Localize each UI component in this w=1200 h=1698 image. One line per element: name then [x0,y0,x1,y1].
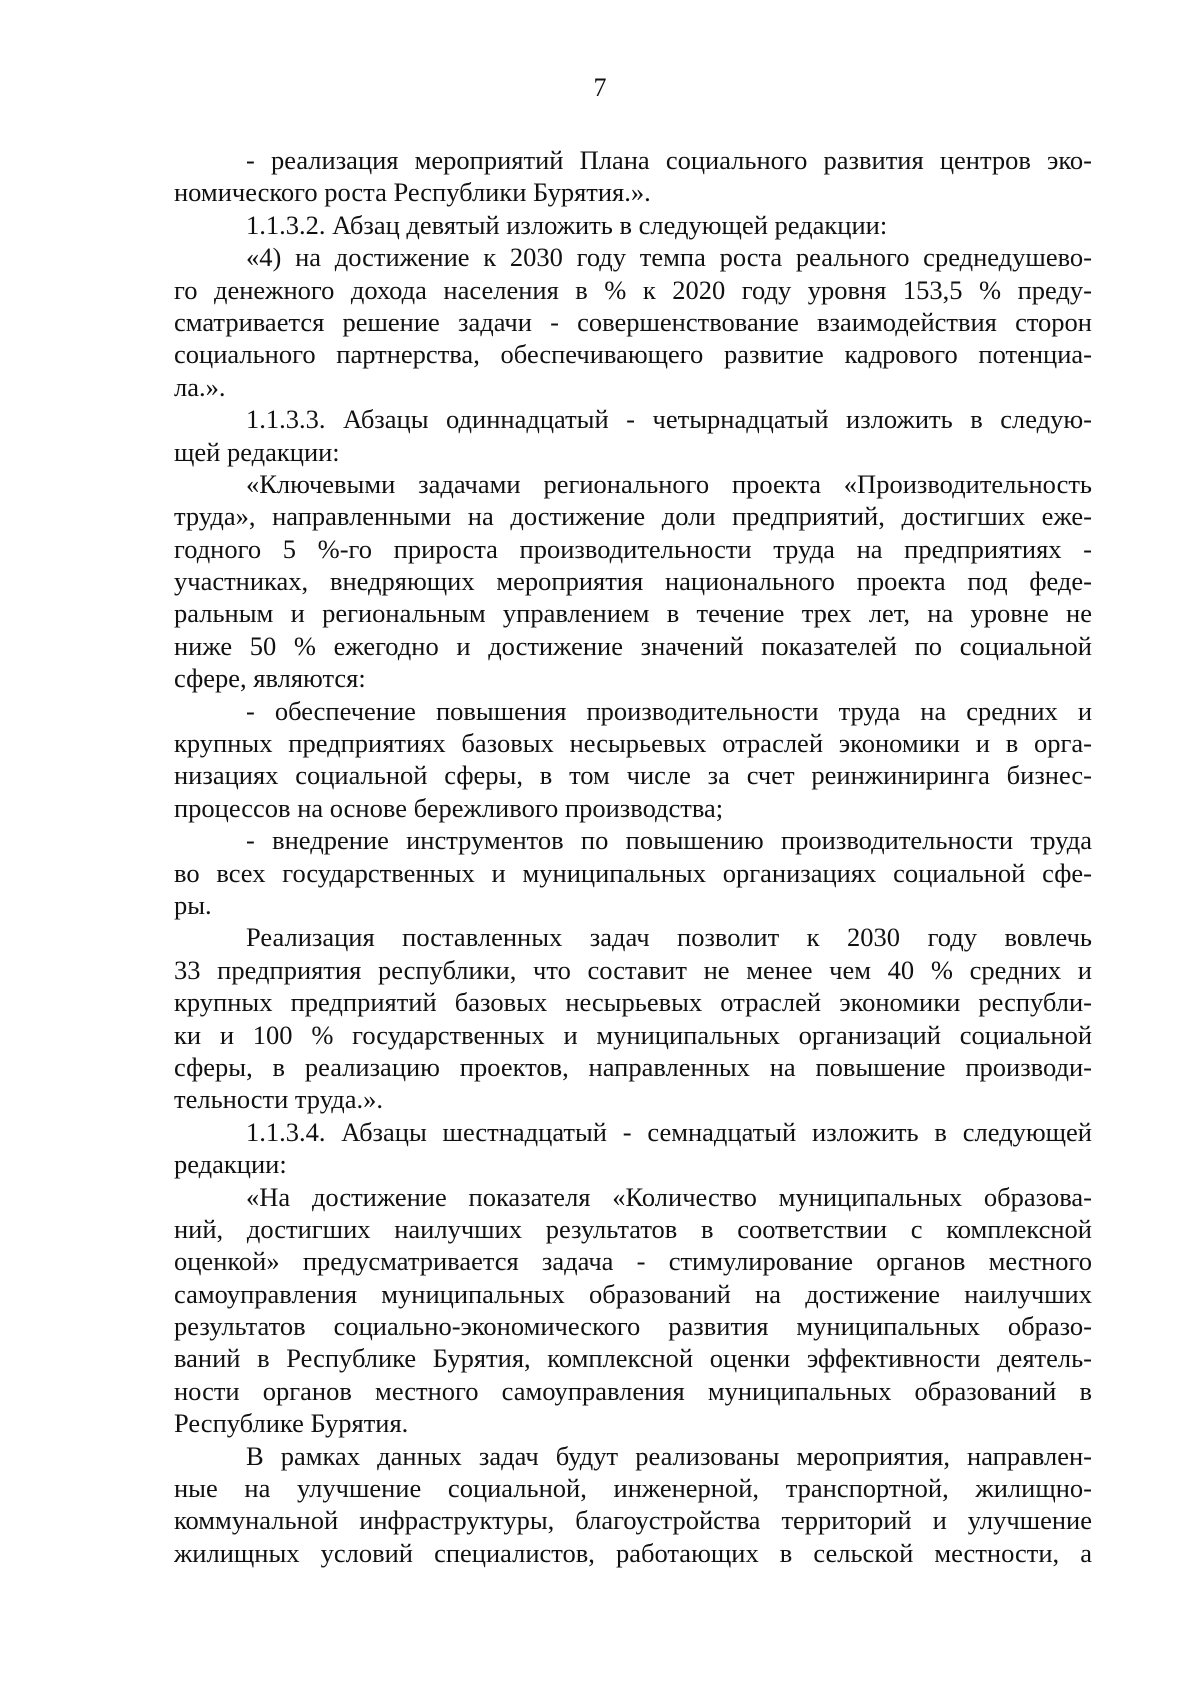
text-line: ные на улучшение социальной, инженерной, транспортной, жилищно- [174,1473,1092,1504]
text-line: го денежного дохода населения в % к 2020 году уровня 153,5 % преду- [174,274,1092,305]
text-line: самоуправления муниципальных образований на достижение наилучших [174,1278,1092,1309]
text-line: 33 предприятия республики, что составит не менее чем 40 % средних и [174,954,1092,985]
text-line: ний, достигших наилучших результатов в соответствии с комплексной [174,1213,1092,1244]
text-line: 1.1.3.4. Абзацы шестнадцатый - семнадцатый изложить в следующей [246,1116,1092,1147]
text-line: - обеспечение повышения производительности труда на средних и [246,695,1092,726]
text-line: годного 5 %-го прироста производительности труда на предприятиях - [174,533,1092,564]
text-line: ниже 50 % ежегодно и достижение значений показателей по социальной [174,630,1092,661]
text-line: ральным и региональным управлением в течение трех лет, на уровне не [174,598,1092,629]
text-line: щей редакции: [174,436,340,467]
text-line: сферы, в реализацию проектов, направленных на повышение производи- [174,1051,1092,1082]
text-line: крупных предприятиях базовых несырьевых отраслей экономики и в орга- [174,728,1092,759]
text-line: «Ключевыми задачами регионального проекта «Производительность [246,468,1092,499]
text-line: участниках, внедряющих мероприятия национального проекта под феде- [174,566,1092,597]
text-line: редакции: [174,1149,287,1180]
text-line: ки и 100 % государственных и муниципальных организаций социальной [174,1019,1092,1050]
text-line: тельности труда.». [174,1084,384,1115]
text-line: результатов социально-экономического развития муниципальных образо- [174,1311,1092,1342]
text-line: Республике Бурятия. [174,1408,409,1439]
text-line: 1.1.3.2. Абзац девятый изложить в следующей редакции: [246,209,888,240]
text-line: «4) на достижение к 2030 году темпа роста реального среднедушево- [246,242,1092,273]
text-line: труда», направленными на достижение доли предприятий, достигших еже- [174,501,1092,532]
text-line: ности органов местного самоуправления муниципальных образований в [174,1375,1092,1406]
text-line: «На достижение показателя «Количество муниципальных образова- [246,1181,1092,1212]
text-line: ваний в Республике Бурятия, комплексной оценки эффективности деятель- [174,1343,1092,1374]
text-line: коммунальной инфраструктуры, благоустройства территорий и улучшение [174,1505,1092,1536]
text-line: - внедрение инструментов по повышению производительности труда [246,825,1092,856]
text-line: - реализация мероприятий Плана социального развития центров эко- [246,145,1092,175]
text-line: ры. [174,889,212,920]
text-line: социального партнерства, обеспечивающего развитие кадрового потенциа- [174,339,1092,370]
text-line: низациях социальной сферы, в том числе за счет реинжиниринга бизнес- [174,760,1092,791]
text-line: процессов на основе бережливого производства; [174,792,724,823]
text-line: во всех государственных и муниципальных организациях социальной сфе- [174,857,1092,888]
text-line: крупных предприятий базовых несырьевых отраслей экономики республи- [174,987,1092,1018]
text-line: номического роста Республики Бурятия.». [174,177,651,208]
text-line: сматривается решение задачи - совершенствование взаимодействия сторон [174,306,1092,337]
text-line: ла.». [174,371,226,402]
text-line: сфере, являются: [174,663,366,694]
text-line: В рамках данных задач будут реализованы мероприятия, направлен- [246,1440,1092,1471]
text-line: оценкой» предусматривается задача - стимулирование органов местного [174,1246,1092,1277]
body-text [174,144,1092,1569]
page-number: 7 [593,73,607,102]
text-line: Реализация поставленных задач позволит к 2030 году вовлечь [246,922,1092,953]
text-line: 1.1.3.3. Абзацы одиннадцатый - четырнадцатый изложить в следую- [246,404,1092,435]
text-line: жилищных условий специалистов, работающих в сельской местности, а [174,1537,1092,1568]
